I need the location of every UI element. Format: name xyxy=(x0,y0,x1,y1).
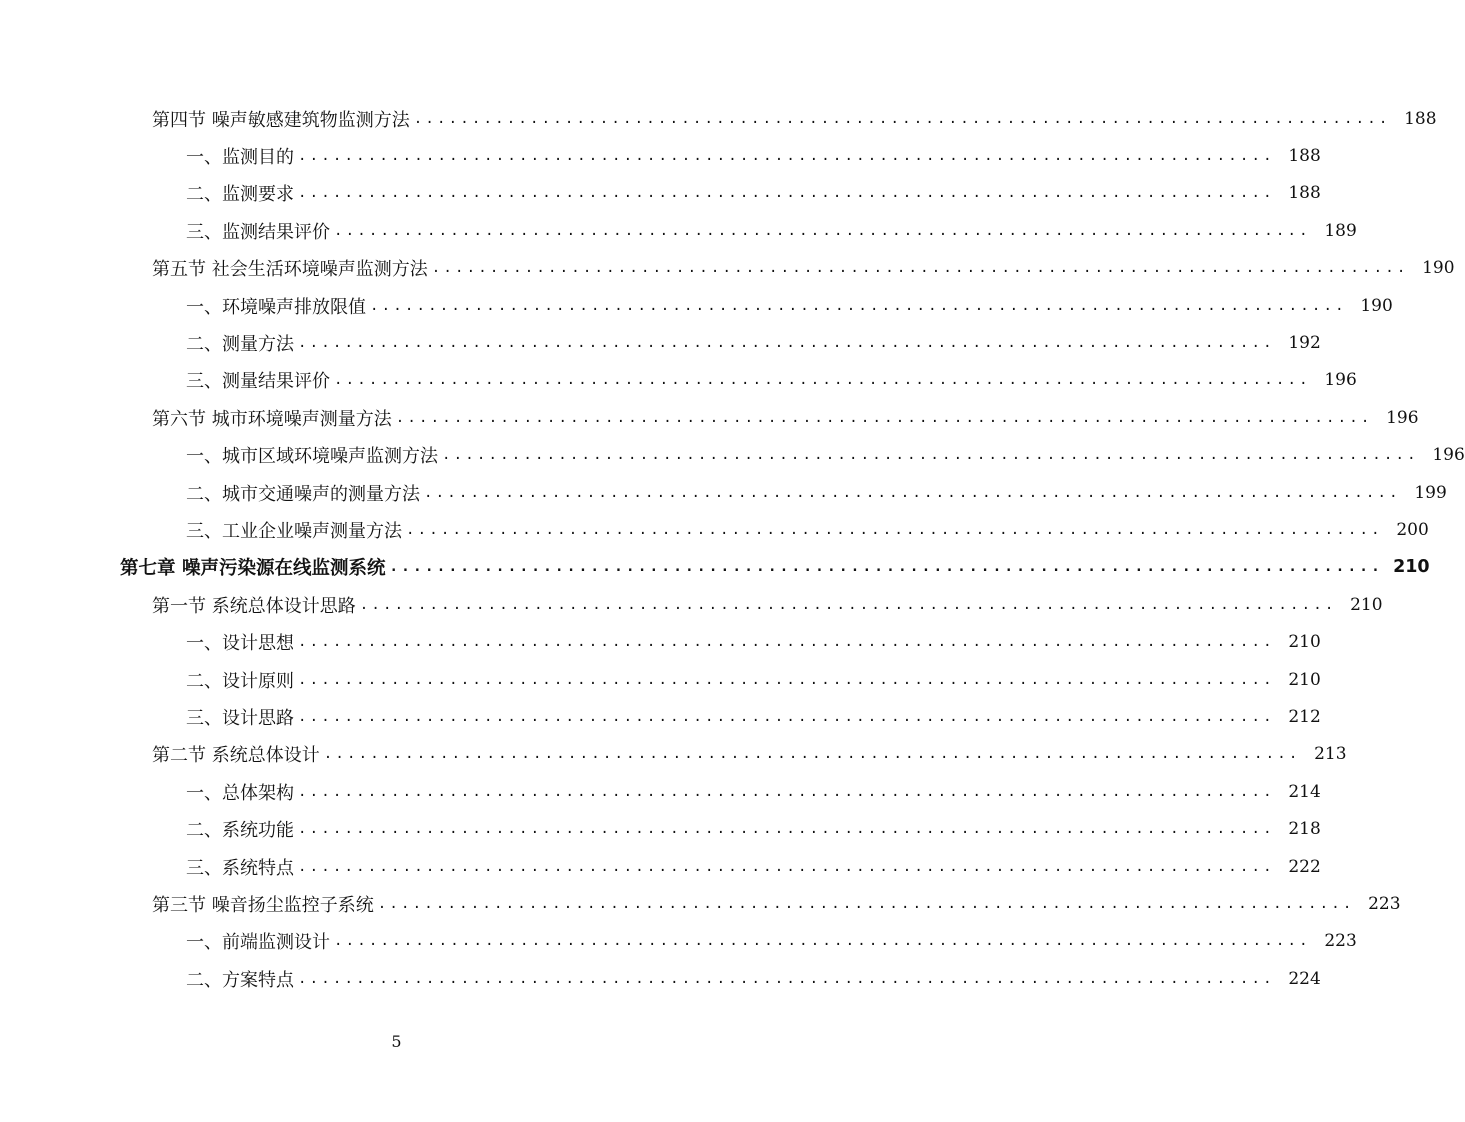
toc-entry[interactable] xyxy=(0,586,1383,623)
toc-leader-dots: .................................................................................... xyxy=(334,222,1311,239)
toc-leader-dots: .................................................................................... xyxy=(413,110,1391,127)
toc-entry[interactable] xyxy=(0,848,1321,885)
toc-entry-page: 188 xyxy=(1288,146,1321,167)
toc-entry[interactable] xyxy=(0,437,1465,474)
toc-entry-title: 三、系统特点 xyxy=(186,857,294,879)
toc-leader-dots: .................................................................................... xyxy=(377,895,1355,912)
toc-entry-title: 二、方案特点 xyxy=(186,969,294,991)
toc-entry-title: 第七章 噪声污染源在线监测系统 xyxy=(120,558,386,580)
toc-leader-dots: .................................................................................... xyxy=(298,821,1275,838)
toc-entry[interactable] xyxy=(0,250,1455,287)
toc-entry[interactable] xyxy=(0,698,1321,735)
toc-entry-page: 222 xyxy=(1288,856,1321,877)
toc-entry-title: 一、设计思想 xyxy=(186,633,294,655)
toc-entry-title: 二、设计原则 xyxy=(186,670,294,692)
toc-entry-page: 196 xyxy=(1386,407,1419,428)
toc-entry-title: 一、前端监测设计 xyxy=(186,932,330,954)
toc-entry-page: 223 xyxy=(1368,893,1401,914)
toc-entry-page: 192 xyxy=(1288,333,1321,354)
toc-entry[interactable] xyxy=(0,137,1321,174)
toc-entry[interactable] xyxy=(0,885,1401,922)
toc-leader-dots: .................................................................................... xyxy=(334,372,1311,389)
toc-entry-page: 224 xyxy=(1288,968,1321,989)
toc-leader-dots: .................................................................................... xyxy=(298,185,1275,202)
toc-leader-dots: .................................................................................... xyxy=(431,260,1409,277)
toc-entry-page: 210 xyxy=(1288,632,1321,653)
toc-leader-dots: .................................................................................... xyxy=(370,297,1347,314)
toc-entry-title: 一、监测目的 xyxy=(186,147,294,169)
toc-entry-page: 196 xyxy=(1432,445,1465,466)
toc-leader-dots: .................................................................................... xyxy=(298,783,1275,800)
table-of-contents xyxy=(0,100,1465,997)
toc-entry-title: 二、监测要求 xyxy=(186,184,294,206)
toc-leader-dots: .................................................................................... xyxy=(298,970,1275,987)
toc-leader-dots: .................................................................................... xyxy=(298,148,1275,165)
toc-entry[interactable] xyxy=(0,736,1347,773)
toc-leader-dots: .................................................................................... xyxy=(298,671,1275,688)
toc-entry-page: 210 xyxy=(1288,669,1321,690)
toc-leader-dots: .................................................................................... xyxy=(298,335,1275,352)
toc-entry[interactable] xyxy=(0,923,1357,960)
toc-entry[interactable] xyxy=(0,324,1321,361)
toc-entry-title: 第六节 城市环境噪声测量方法 xyxy=(152,408,392,430)
toc-leader-dots: .................................................................................... xyxy=(298,858,1275,875)
toc-entry[interactable] xyxy=(0,287,1393,324)
toc-entry-page: 200 xyxy=(1396,519,1429,540)
toc-entry[interactable] xyxy=(0,623,1321,660)
toc-entry-page: 188 xyxy=(1404,108,1437,129)
toc-entry-page: 218 xyxy=(1288,819,1321,840)
toc-leader-dots: .................................................................................... xyxy=(406,521,1383,538)
toc-leader-dots: .................................................................................... xyxy=(334,933,1311,950)
page-number: 5 xyxy=(391,1032,402,1051)
toc-entry-title: 一、总体架构 xyxy=(186,782,294,804)
toc-entry-title: 第一节 系统总体设计思路 xyxy=(152,595,356,617)
toc-entry-page: 199 xyxy=(1414,482,1447,503)
toc-entry[interactable] xyxy=(0,362,1357,399)
toc-entry-title: 三、设计思路 xyxy=(186,707,294,729)
toc-entry[interactable] xyxy=(0,960,1321,997)
toc-entry-page: 213 xyxy=(1314,744,1347,765)
toc-entry[interactable] xyxy=(0,474,1447,511)
toc-entry-title: 第五节 社会生活环境噪声监测方法 xyxy=(152,259,428,281)
toc-entry-title: 三、监测结果评价 xyxy=(186,221,330,243)
toc-leader-dots: .................................................................................... xyxy=(389,559,1384,576)
toc-entry-title: 一、城市区域环境噪声监测方法 xyxy=(186,446,438,468)
toc-entry-title: 二、系统功能 xyxy=(186,820,294,842)
toc-entry-title: 第二节 系统总体设计 xyxy=(152,745,320,767)
toc-entry-page: 210 xyxy=(1350,594,1383,615)
toc-entry-title: 一、环境噪声排放限值 xyxy=(186,296,366,318)
toc-leader-dots: .................................................................................... xyxy=(395,409,1373,426)
toc-entry-title: 第四节 噪声敏感建筑物监测方法 xyxy=(152,109,410,131)
toc-entry-page: 196 xyxy=(1324,370,1357,391)
toc-entry[interactable] xyxy=(0,212,1357,249)
toc-entry-page: 190 xyxy=(1422,258,1455,279)
toc-leader-dots: .................................................................................... xyxy=(298,708,1275,725)
toc-entry[interactable] xyxy=(0,175,1321,212)
toc-entry-page: 214 xyxy=(1288,781,1321,802)
toc-entry-title: 第三节 噪音扬尘监控子系统 xyxy=(152,894,374,916)
toc-entry-page: 189 xyxy=(1324,220,1357,241)
toc-entry-page: 212 xyxy=(1288,706,1321,727)
toc-entry-page: 223 xyxy=(1324,931,1357,952)
toc-entry-title: 三、测量结果评价 xyxy=(186,371,330,393)
toc-entry-page: 190 xyxy=(1360,295,1393,316)
toc-leader-dots: .................................................................................... xyxy=(442,447,1419,464)
toc-entry[interactable] xyxy=(0,773,1321,810)
toc-leader-dots: .................................................................................... xyxy=(323,746,1301,763)
toc-leader-dots: .................................................................................... xyxy=(424,484,1401,501)
toc-entry-page: 188 xyxy=(1288,183,1321,204)
toc-entry-title: 三、工业企业噪声测量方法 xyxy=(186,520,402,542)
toc-leader-dots: .................................................................................... xyxy=(359,596,1337,613)
toc-entry-title: 二、测量方法 xyxy=(186,334,294,356)
toc-entry[interactable] xyxy=(0,511,1429,548)
toc-entry-title: 二、城市交通噪声的测量方法 xyxy=(186,483,420,505)
toc-entry-page: 210 xyxy=(1393,557,1430,578)
toc-entry[interactable] xyxy=(0,100,1437,137)
toc-entry[interactable] xyxy=(0,810,1321,847)
toc-entry[interactable] xyxy=(0,661,1321,698)
toc-entry[interactable] xyxy=(0,399,1419,436)
toc-entry[interactable] xyxy=(0,549,1430,586)
toc-leader-dots: .................................................................................... xyxy=(298,634,1275,651)
